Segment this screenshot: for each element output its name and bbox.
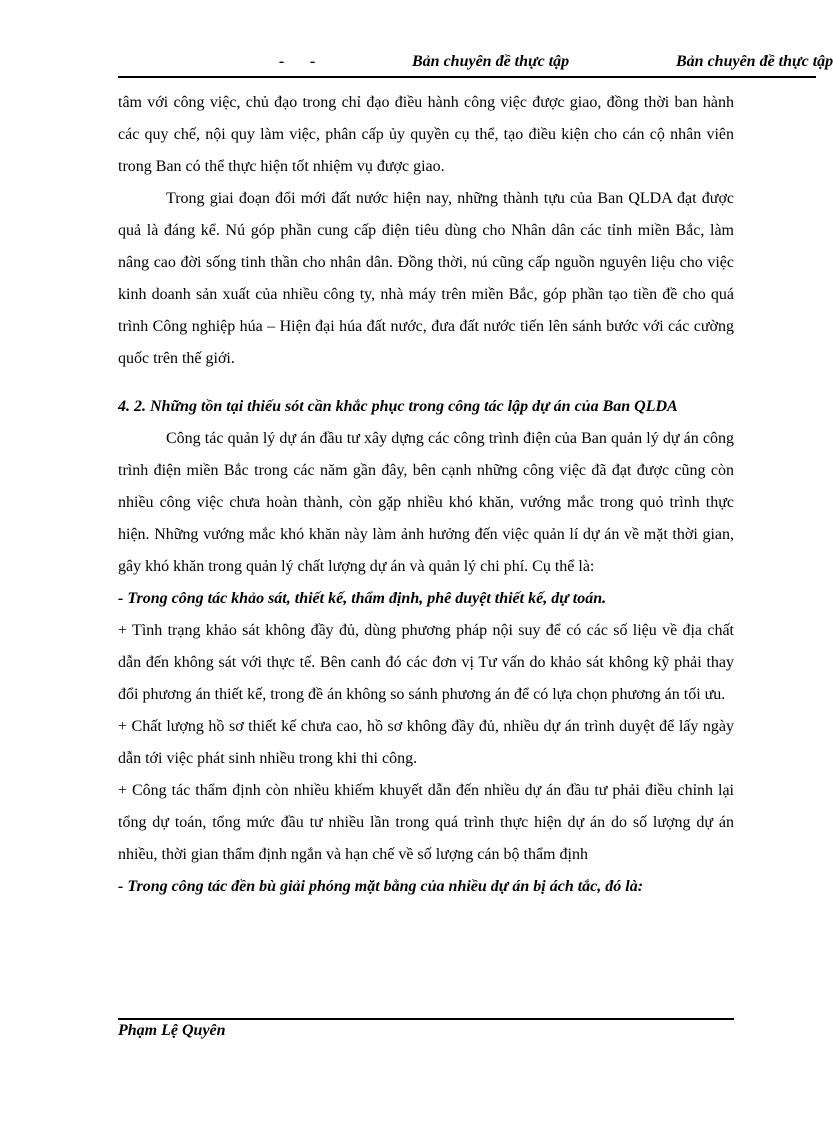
section-heading: 4. 2. Những tồn tại thiếu sót cần khắc phục trong công tác lập dự án của Ban QLDA: [118, 398, 678, 415]
subheading: - Trong công tác đền bù giải phóng mặt bằng của nhiều dự án bị ách tắc, đó là:: [118, 878, 644, 895]
paragraph: tâm với công việc, chủ đạo trong chỉ đạo điều hành công việc được giao, đồng thời ban hành các quy chế, nội quy làm việc, phân cấp ủy quyền cụ thể, tạo điều kiện cho cán cộ nhân viên trong Ban có thể thực hiện tốt nhiệm vụ được giao.: [118, 94, 734, 175]
bullet-paragraph: + Công tác thẩm định còn nhiều khiếm khuyết dẫn đến nhiều dự án đầu tư phải điều chỉnh lại tổng dự toán, tổng mức đầu tư nhiều lần trong quá trình thực hiện dự án do số lượng dự án nhiều, thời gian thẩm định ngắn và hạn chế về số lượng cán bộ thẩm định: [118, 782, 734, 863]
document-body: [118, 87, 734, 903]
header-dash: -: [279, 53, 285, 70]
header-title: Bản chuyên đề thực tập: [412, 53, 570, 70]
header-dash: -: [310, 53, 316, 70]
bullet-paragraph: + Chất lượng hồ sơ thiết kế chưa cao, hồ sơ không đầy đủ, nhiều dự án trình duyệt để lấy ngày dẫn tới việc phát sinh nhiều trong khi thi công.: [118, 718, 734, 767]
bullet-paragraph: + Tình trạng khảo sát không đầy đủ, dùng phương pháp nội suy để có các số liệu về địa chất dẫn đến không sát với thực tế. Bên canh đó các đơn vị Tư vấn do khảo sát không kỹ phải thay đổi phương án thiết kế, trong đề án không so sánh phương án để có lựa chọn phương án tối ưu.: [118, 622, 734, 703]
header-title-repeat: Bản chuyên đề thực tập: [676, 53, 833, 70]
page-header: [118, 50, 833, 78]
footer-author: Phạm Lệ Quyên: [118, 1022, 226, 1039]
paragraph: Công tác quản lý dự án đầu tư xây dựng các công trình điện của Ban quản lý dự án công trình điện miền Bắc trong các năm gần đây, bên cạnh những công việc đã đạt được cũng còn nhiều công việc chưa hoàn thành, còn gặp nhiều khó khăn, vướng mắc trong quỏ trình thực hiện. Những vướng mắc khó khăn này làm ảnh hưởng đến việc quản lí dự án về mặt thời gian, gây khó khăn trong quản lý chất lượng dự án và quản lý chi phí. Cụ thể là:: [118, 430, 734, 575]
paragraph: Trong giai đoạn đổi mới đất nước hiện nay, những thành tựu của Ban QLDA đạt được quả là đáng kể. Nú góp phần cung cấp điện tiêu dùng cho Nhân dân các tỉnh miền Bắc, làm nâng cao đời sống tinh thần cho nhân dân. Đồng thời, nú cũng cấp nguồn nguyên liệu cho việc kinh doanh sản xuất của nhiều công ty, nhà máy trên miền Bắc, góp phần tạo tiền đề cho quá trình Công nghiệp húa – Hiện đại húa đất nước, đưa đất nước tiến lên sánh bước với các cường quốc trên thế giới.: [118, 190, 734, 367]
subheading: - Trong công tác khảo sát, thiết kế, thẩm định, phê duyệt thiết kế, dự toán.: [118, 590, 607, 607]
footer-divider: [118, 1018, 734, 1020]
